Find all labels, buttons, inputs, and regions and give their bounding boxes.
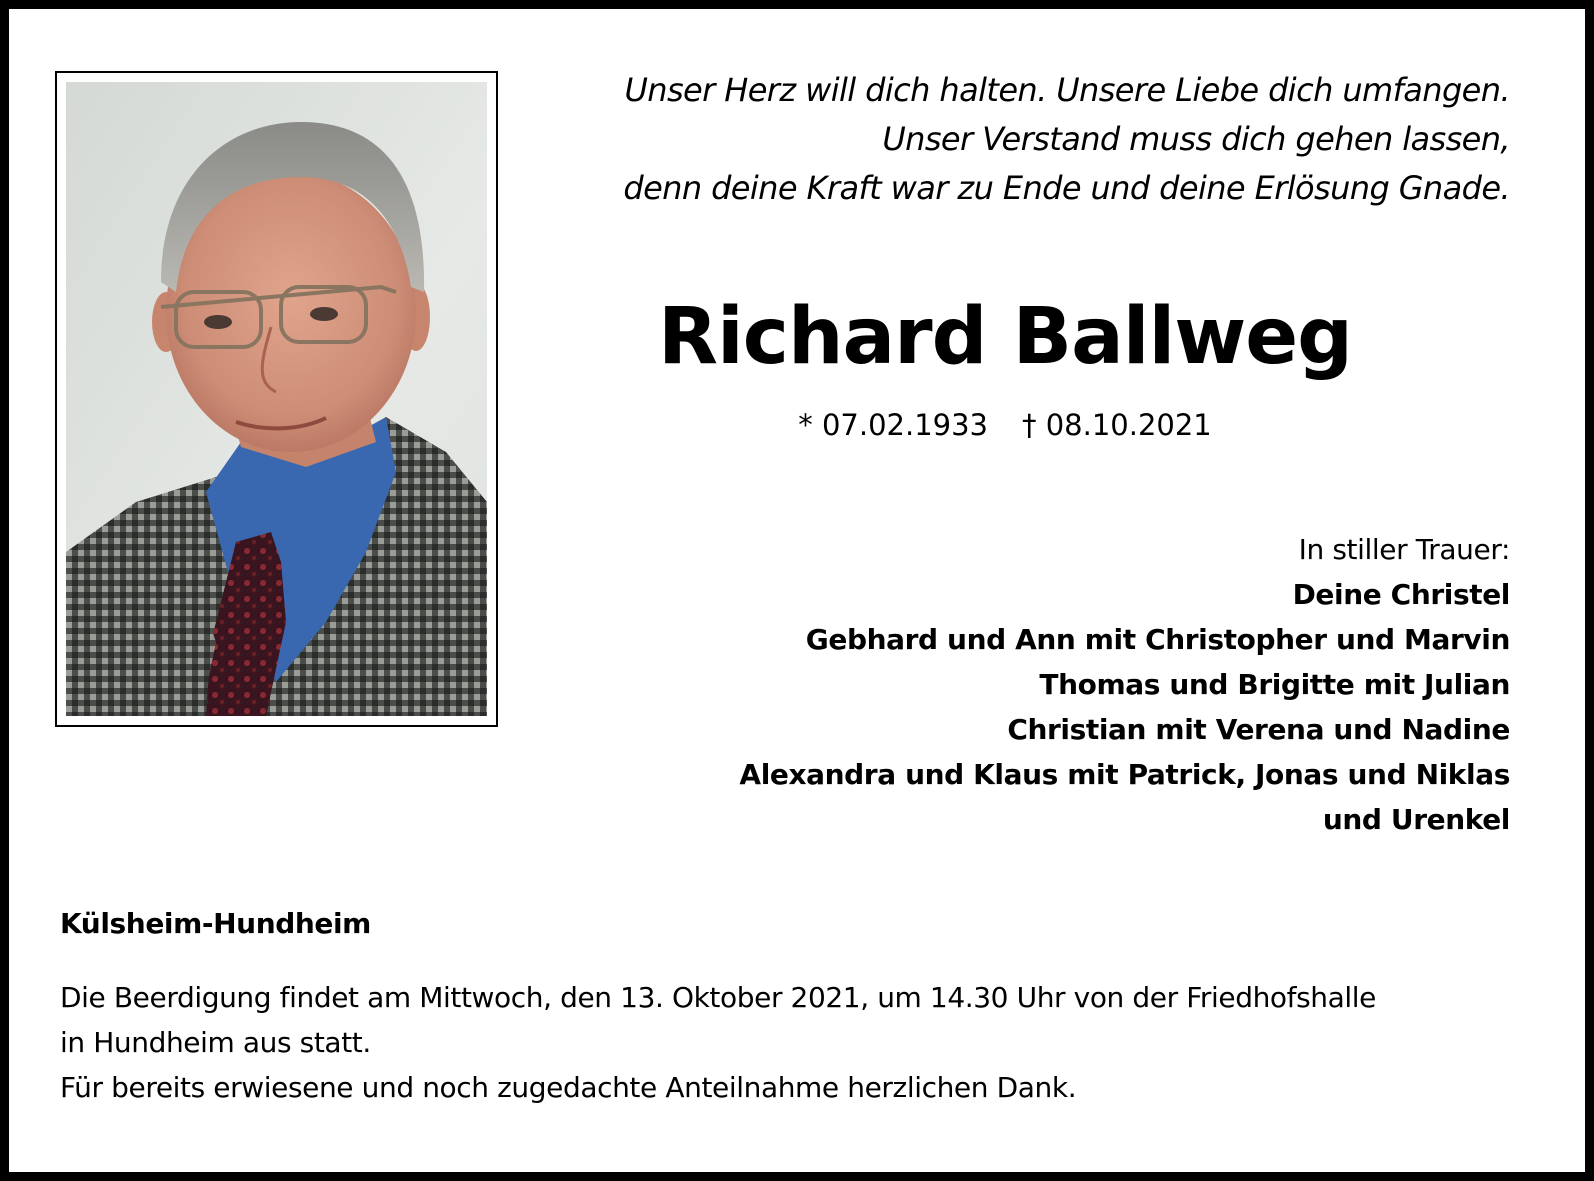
poem-line: Unser Verstand muss dich gehen lassen, bbox=[882, 120, 1510, 158]
funeral-line: Für bereits erwiesene und noch zugedachte Anteilnahme herzlichen Dank. bbox=[60, 1071, 1077, 1104]
mourner-entry: Christian mit Verena und Nadine bbox=[1007, 713, 1510, 746]
death-date: † 08.10.2021 bbox=[1022, 408, 1212, 442]
deceased-name: Richard Ballweg bbox=[657, 292, 1352, 382]
mourner-entry: Gebhard und Ann mit Christopher und Marvin bbox=[805, 623, 1510, 656]
mourners-list bbox=[739, 527, 1510, 842]
portrait-frame bbox=[55, 71, 498, 727]
poem bbox=[550, 66, 1510, 213]
funeral-info bbox=[60, 975, 1530, 1110]
birth-date: * 07.02.1933 bbox=[798, 408, 988, 442]
portrait-photo bbox=[66, 82, 487, 716]
mourner-entry: Alexandra und Klaus mit Patrick, Jonas und Niklas bbox=[739, 758, 1510, 791]
location: Külsheim-Hundheim bbox=[60, 907, 371, 940]
mourners-intro: In stiller Trauer: bbox=[1298, 533, 1510, 566]
poem-line: denn deine Kraft war zu Ende und deine Erlösung Gnade. bbox=[623, 169, 1510, 207]
poem-line: Unser Herz will dich halten. Unsere Liebe dich umfangen. bbox=[624, 71, 1510, 109]
mourner-entry: und Urenkel bbox=[1322, 803, 1510, 836]
funeral-line: Die Beerdigung findet am Mittwoch, den 13. Oktober 2021, um 14.30 Uhr von der Friedhofshalle bbox=[60, 981, 1376, 1014]
life-dates bbox=[540, 404, 1470, 446]
funeral-line: in Hundheim aus statt. bbox=[60, 1026, 371, 1059]
mourner-entry: Deine Christel bbox=[1292, 578, 1510, 611]
mourner-entry: Thomas und Brigitte mit Julian bbox=[1039, 668, 1510, 701]
